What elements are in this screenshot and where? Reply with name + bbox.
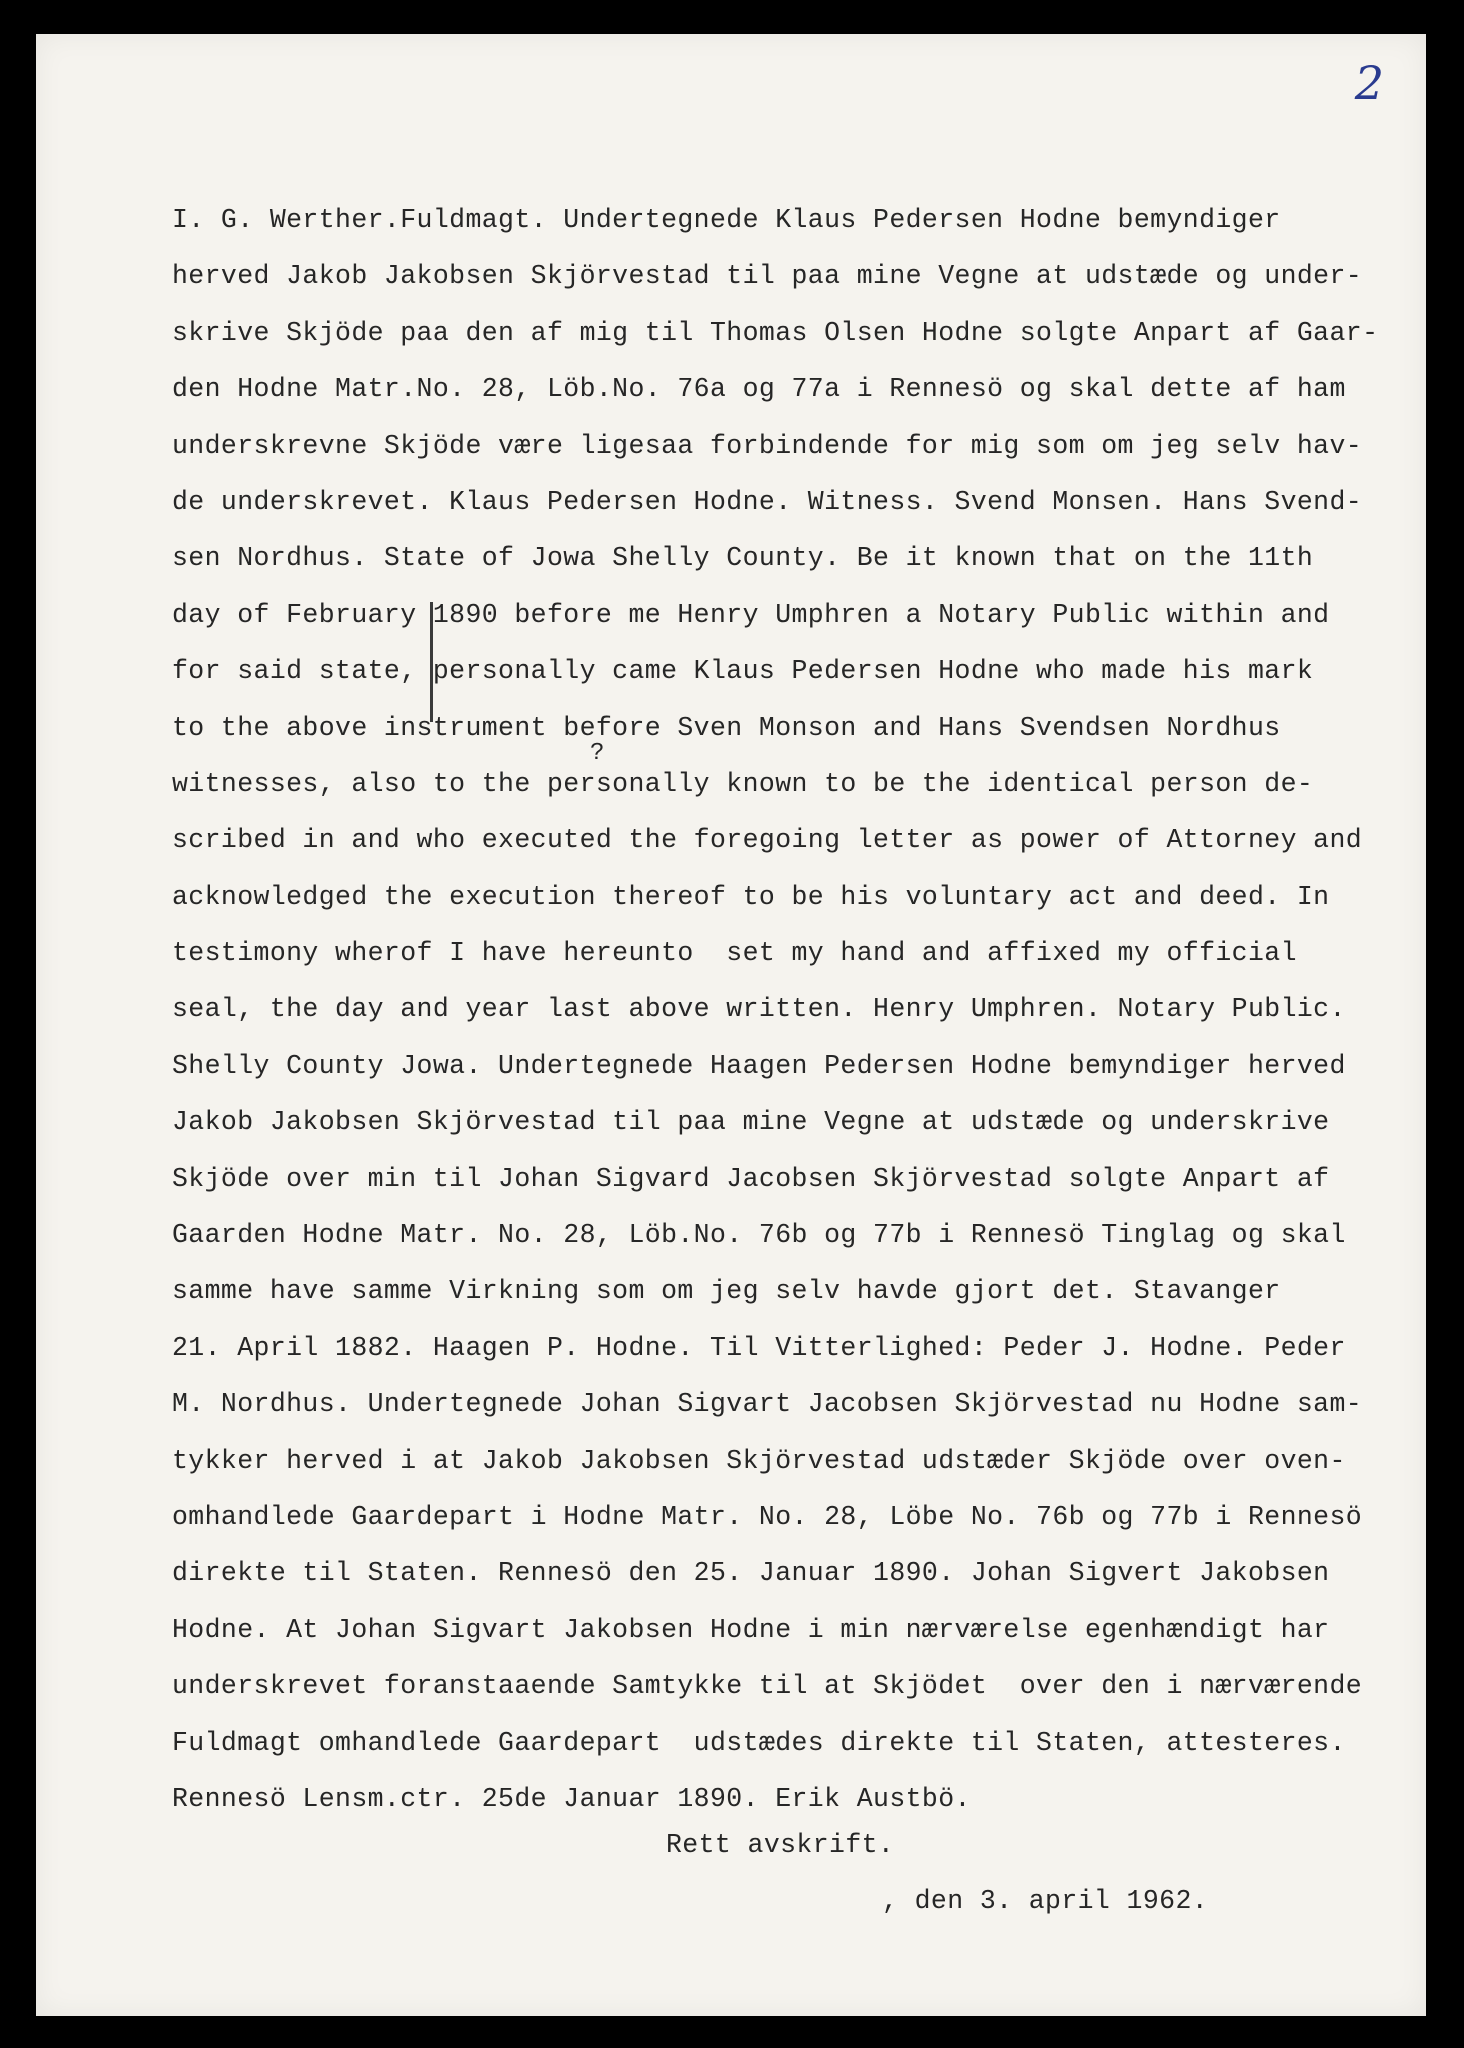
date-line: , den 3. april 1962. (882, 1886, 1209, 1916)
text-line: Shelly County Jowa. Undertegnede Haagen Pedersen Hodne bemyndiger herved (172, 1050, 1346, 1081)
text-line: acknowledged the execution thereof to be his voluntary act and deed. In (172, 881, 1330, 912)
text-line: scribed in and who executed the foregoing letter as power of Attorney and (172, 825, 1363, 856)
text-line: herved Jakob Jakobsen Skjörvestad til paa mine Vegne at udstæde og under- (172, 261, 1363, 292)
text-line: witnesses, also to the personally known to be the identical person de- (172, 768, 1314, 799)
text-line: 21. April 1882. Haagen P. Hodne. Til Vitterlighed: Peder J. Hodne. Peder (172, 1332, 1346, 1363)
text-line: M. Nordhus. Undertegnede Johan Sigvart Jacobsen Skjörvestad nu Hodne sam- (172, 1389, 1363, 1420)
text-line: I. G. Werther.Fuldmagt. Undertegnede Klaus Pedersen Hodne bemyndiger (172, 205, 1281, 235)
text-line: omhandlede Gaardepart i Hodne Matr. No. 28, Löbe No. 76b og 77b i Rennesö (172, 1501, 1363, 1532)
document-page (36, 34, 1426, 2016)
text-line: seal, the day and year last above written. Henry Umphren. Notary Public. (172, 994, 1346, 1025)
text-line: de underskrevet. Klaus Pedersen Hodne. Witness. Svend Monsen. Hans Svend- (172, 486, 1363, 517)
text-line: underskrevne Skjöde være ligesaa forbindende for mig som om jeg selv hav- (172, 430, 1363, 461)
text-line: Hodne. At Johan Sigvart Jakobsen Hodne i min nærværelse egenhændigt har (172, 1614, 1330, 1645)
text-line: Rennesö Lensm.ctr. 25de Januar 1890. Erik Austbö. (172, 1783, 971, 1814)
handwritten-question-mark: ? (590, 740, 605, 767)
text-line: skrive Skjöde paa den af mig til Thomas Olsen Hodne solgte Anpart af Gaar- (172, 317, 1379, 348)
document-body (172, 192, 1412, 1827)
text-line: sen Nordhus. State of Jowa Shelly County. Be it known that on the 11th (172, 543, 1314, 574)
text-line: day of February 1890 before me Henry Umphren a Notary Public within and (172, 599, 1330, 630)
text-line: tykker herved i at Jakob Jakobsen Skjörvestad udstæder Skjöde over oven- (172, 1445, 1346, 1476)
text-line: Fuldmagt omhandlede Gaardepart udstædes direkte til Staten, attesteres. (172, 1727, 1346, 1758)
text-line: underskrevet foranstaaende Samtykke til at Skjödet over den i nærværende (172, 1671, 1363, 1702)
text-line: for said state, personally came Klaus Pedersen Hodne who made his mark (172, 656, 1314, 687)
text-line: testimony wherof I have hereunto set my hand and affixed my official (172, 938, 1297, 969)
text-line: Jakob Jakobsen Skjörvestad til paa mine Vegne at udstæde og underskrive (172, 1107, 1330, 1138)
text-line: direkte til Staten. Rennesö den 25. Januar 1890. Johan Sigvert Jakobsen (172, 1558, 1330, 1589)
text-line: to the above instrument before Sven Monson and Hans Svendsen Nordhus (172, 712, 1281, 743)
text-line: Skjöde over min til Johan Sigvard Jacobsen Skjörvestad solgte Anpart af (172, 1163, 1330, 1194)
page-number: 2 (1354, 56, 1384, 110)
text-line: Gaarden Hodne Matr. No. 28, Löb.No. 76b og 77b i Rennesö Tinglag og skal (172, 1220, 1346, 1251)
text-line: den Hodne Matr.No. 28, Löb.No. 76a og 77a i Rennesö og skal dette af ham (172, 374, 1346, 405)
text-line: samme have samme Virkning som om jeg selv havde gjort det. Stavanger (172, 1276, 1281, 1307)
certified-copy-label: Rett avskrift. (666, 1830, 895, 1860)
